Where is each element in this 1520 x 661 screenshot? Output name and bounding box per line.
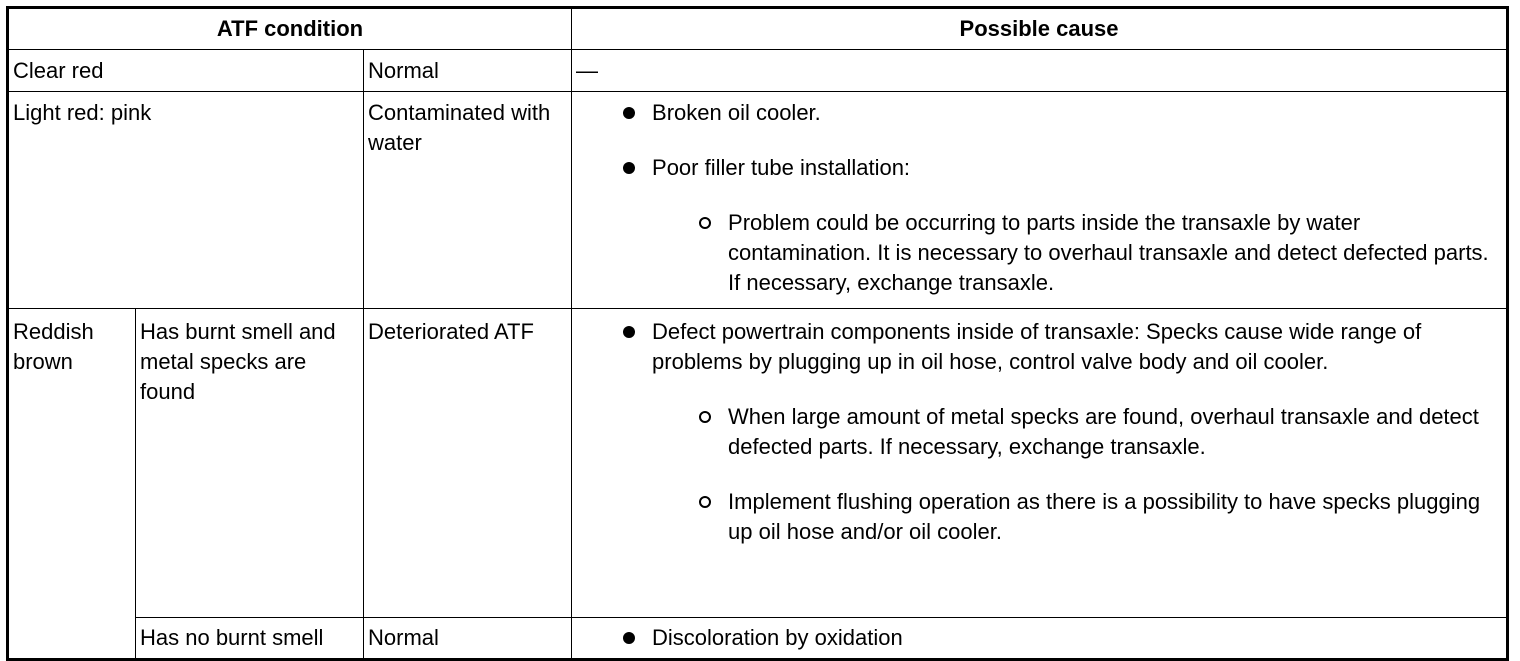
state-normal: Normal <box>364 50 572 92</box>
cause-item: Broken oil cooler. <box>652 98 1502 128</box>
atf-condition-table <box>6 6 1509 661</box>
smell-burnt: Has burnt smell and metal specks are found <box>136 309 364 618</box>
cause-item: Discoloration by oxidation <box>652 623 1502 653</box>
smell-no-burnt: Has no burnt smell <box>136 618 364 660</box>
table-row-clear-red <box>8 50 1508 92</box>
color-clear-red: Clear red <box>8 50 364 92</box>
sub-cause-item: When large amount of metal specks are found, overhaul transaxle and detect defected parts. If necessary, exchange transaxle. <box>728 402 1502 462</box>
causes-no-burnt <box>572 618 1508 660</box>
cause-list <box>576 98 1502 298</box>
cause-list <box>576 317 1502 547</box>
color-reddish-brown: Reddish brown <box>8 309 136 660</box>
sub-cause-list <box>652 402 1502 547</box>
header-atf-condition: ATF condition <box>8 8 572 50</box>
header-row <box>8 8 1508 50</box>
causes-light-red <box>572 92 1508 309</box>
color-light-red: Light red: pink <box>8 92 364 309</box>
sub-cause-list <box>652 208 1502 298</box>
cause-item <box>652 153 1502 298</box>
sub-cause-item: Problem could be occurring to parts inside the transaxle by water contamination. It is necessary to overhaul transaxle and detect defected parts. If necessary, exchange transaxle. <box>728 208 1502 298</box>
table-row-reddish-brown-no-burnt <box>8 618 1508 660</box>
cause-list <box>576 623 1502 653</box>
header-possible-cause: Possible cause <box>572 8 1508 50</box>
causes-burnt <box>572 309 1508 618</box>
cause-item-text: Poor filler tube installation: <box>652 155 911 180</box>
state-deteriorated: Deteriorated ATF <box>364 309 572 618</box>
state-normal-oxidation: Normal <box>364 618 572 660</box>
cause-none: — <box>572 50 1508 92</box>
cause-item <box>652 317 1502 547</box>
cause-item-text: Defect powertrain components inside of transaxle: Specks cause wide range of problems by plugging up in oil hose, control valve body and oil cooler. <box>652 319 1422 374</box>
table-row-reddish-brown-burnt <box>8 309 1508 618</box>
state-contaminated: Contaminated with water <box>364 92 572 309</box>
table-row-light-red <box>8 92 1508 309</box>
sub-cause-item: Implement flushing operation as there is a possibility to have specks plugging up oil hose and/or oil cooler. <box>728 487 1502 547</box>
